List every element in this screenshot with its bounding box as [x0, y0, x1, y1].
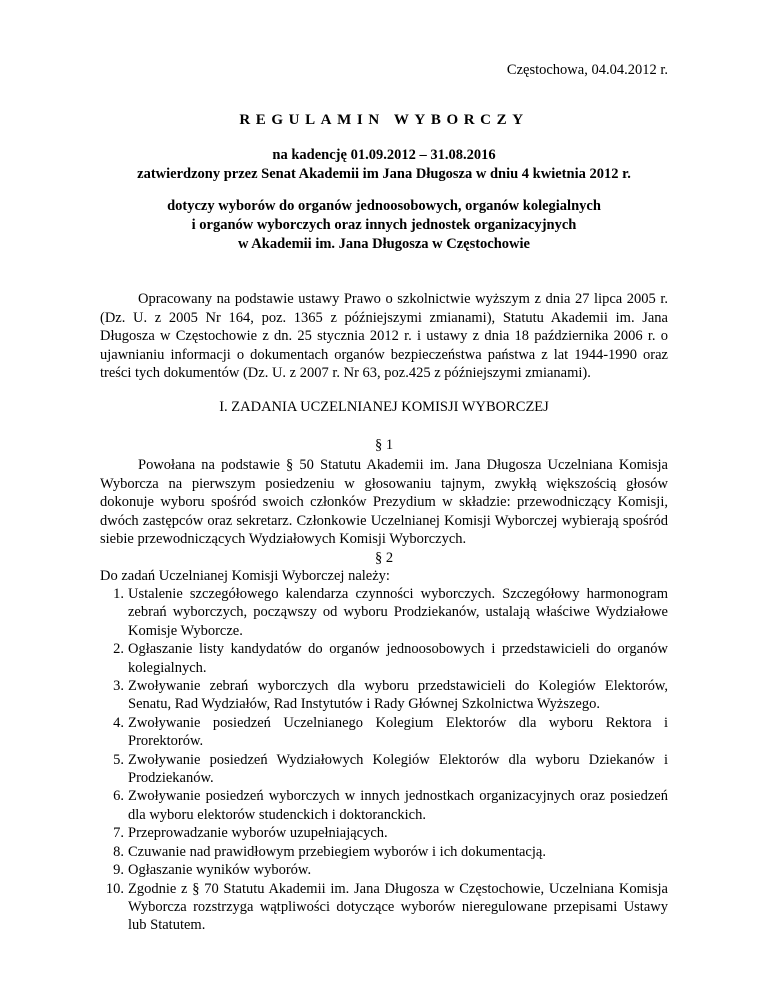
- item-number: 8.: [113, 843, 124, 860]
- item-text: Zwoływanie zebrań wyborczych dla wyboru przedstawicieli do Kolegiów Elektorów, Senatu, Rad Wydziałów, Rad Instytutów i Rady Głównej Szkolnictwa Wyższego.: [128, 678, 668, 713]
- item-text: Zwoływanie posiedzeń Uczelnianego Kolegium Elektorów dla wyboru Rektora i Prorektorów.: [128, 714, 668, 750]
- item-text: Ustalenie szczegółowego kalendarza czynności wyborczych. Szczegółowy harmonogram zebrań wyborczych, począwszy od wyboru Prodziekanów, ustalają właściwe Wydziałowe Komisje Wyborcze.: [128, 586, 668, 639]
- item-text: Ogłaszanie wyników wyborów.: [128, 862, 312, 879]
- scope-line-2: i organów wyborczych oraz innych jednostek organizacyjnych: [191, 217, 577, 233]
- list-item: [100, 843, 668, 861]
- list-item: [100, 787, 668, 824]
- item-number: 5.: [113, 751, 124, 768]
- item-number: 10.: [105, 880, 124, 897]
- list-item: [100, 640, 668, 677]
- list-item: [100, 677, 668, 714]
- paragraph-symbol-1: § 1: [374, 437, 394, 453]
- item-number: 7.: [113, 825, 124, 842]
- term-line: na kadencję 01.09.2012 – 31.08.2016: [272, 147, 496, 163]
- item-number: 3.: [113, 678, 124, 695]
- item-text: Zwoływanie posiedzeń Wydziałowych Kolegiów Elektorów dla wyboru Dziekanów i Prodziekanów.: [128, 751, 668, 787]
- item-text: Ogłaszanie listy kandydatów do organów jednoosobowych i przedstawicieli do organów kolegialnych.: [128, 641, 668, 676]
- paragraph-symbol-2: § 2: [374, 550, 394, 566]
- paragraph-1-text: Powołana na podstawie § 50 Statutu Akademii im. Jana Długosza Uczelniana Komisja Wyborcza na pierwszym posiedzeniu w głosowaniu tajnym, zwykłą większością głosów dokonuje wyboru spośród swoich członków Prezydium w składzie: przewodniczący Komisji, dwóch zastępców oraz sekretarz. Członkowie Uczelnianej Komisji Wyborczej wybierają spośród siebie przewodniczących Wydziałowych Komisji Wyborczych.: [100, 457, 668, 548]
- item-number: 4.: [113, 714, 124, 731]
- list-item: [100, 824, 668, 842]
- item-text: Przeprowadzanie wyborów uzupełniających.: [128, 825, 388, 842]
- tasks-list: [100, 585, 668, 935]
- item-text: Zwoływanie posiedzeń wyborczych w innych jednostkach organizacyjnych oraz posiedzeń dla wyboru elektorów studenckich i doktoranckich.: [128, 788, 668, 823]
- document-title: REGULAMIN WYBORCZY: [239, 112, 529, 128]
- list-item: [100, 751, 668, 788]
- item-number: 9.: [113, 862, 124, 879]
- tasks-lead: Do zadań Uczelnianej Komisji Wyborczej należy:: [100, 568, 390, 584]
- item-number: 6.: [113, 788, 124, 805]
- scope-line-3: w Akademii im. Jana Długosza w Częstochowie: [237, 236, 530, 252]
- list-item: [100, 861, 668, 879]
- list-item: [100, 714, 668, 751]
- place-date: Częstochowa, 04.04.2012 r.: [506, 62, 668, 78]
- section-heading: I. ZADANIA UCZELNIANEJ KOMISJI WYBORCZEJ: [219, 399, 549, 415]
- item-number: 2.: [113, 641, 124, 658]
- list-item: [100, 880, 668, 935]
- item-text: Czuwanie nad prawidłowym przebiegiem wyborów i ich dokumentacją.: [128, 843, 546, 860]
- list-item: [100, 585, 668, 640]
- intro-paragraph: Opracowany na podstawie ustawy Prawo o szkolnictwie wyższym z dnia 27 lipca 2005 r. (Dz. U. z 2005 Nr 164, poz. 1365 z późniejszymi zmianami), Statutu Akademii im. Jana Długosza w Częstochowie z dn. 25 stycznia 2012 r. i ustawy z dnia 18 października 2006 r. o ujawnianiu informacji o dokumentach organów bezpieczeństwa państwa z lat 1944-1990 oraz treści tych dokumentów (Dz. U. z 2007 r. Nr 63, poz.425 z późniejszymi zmianami).: [100, 291, 668, 382]
- scope-line-1: dotyczy wyborów do organów jednoosobowych, organów kolegialnych: [167, 198, 601, 214]
- item-number: 1.: [113, 586, 124, 602]
- approval-line: zatwierdzony przez Senat Akademii im Jana Długosza w dniu 4 kwietnia 2012 r.: [137, 166, 631, 182]
- item-text: Zgodnie z § 70 Statutu Akademii im. Jana Długosza w Częstochowie, Uczelniana Komisja Wyborcza rozstrzyga wątpliwości dotyczące wyborów nieregulowane przepisami Ustawy lub Statutem.: [128, 880, 668, 934]
